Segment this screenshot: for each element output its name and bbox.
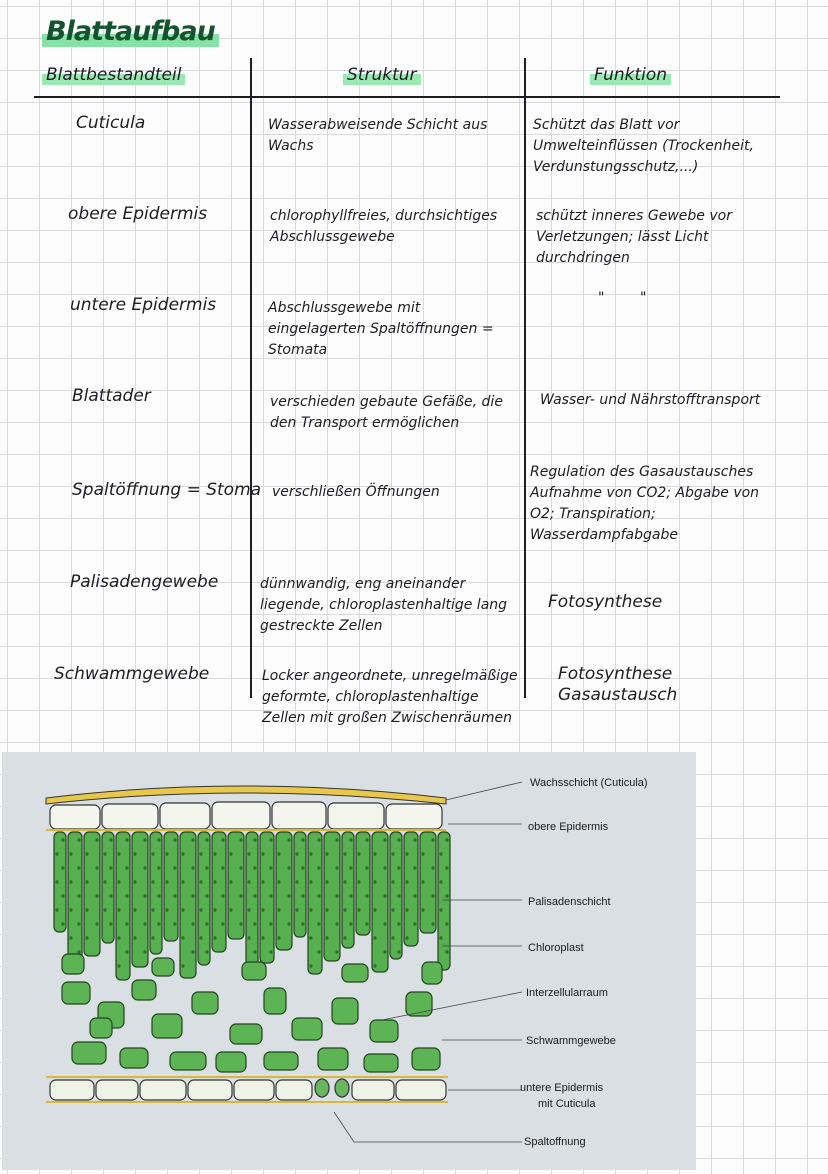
chloroplast (103, 908, 106, 911)
spongy-cell (264, 1052, 298, 1070)
chloroplast (335, 894, 338, 897)
chloroplast (391, 880, 394, 883)
chloroplast (181, 908, 184, 911)
chloroplast (55, 880, 58, 883)
column-divider-2 (524, 58, 526, 698)
palisade-cell (260, 832, 274, 963)
chloroplast (173, 894, 176, 897)
chloroplast (199, 908, 202, 911)
chloroplast (277, 936, 280, 939)
chloroplast (229, 880, 232, 883)
chloroplast (317, 838, 320, 841)
chloroplast (181, 852, 184, 855)
chloroplast (431, 866, 434, 869)
spongy-cell (342, 964, 368, 982)
chloroplast (181, 936, 184, 939)
header-funktion: Funktion (590, 65, 671, 85)
chloroplast (253, 866, 256, 869)
cuticula-layer (46, 786, 446, 804)
chloroplast (261, 936, 264, 939)
chloroplast (405, 936, 408, 939)
chloroplast (373, 908, 376, 911)
chloroplast (85, 880, 88, 883)
chloroplast (61, 894, 64, 897)
chloroplast (301, 838, 304, 841)
chloroplast (125, 838, 128, 841)
chloroplast (365, 894, 368, 897)
chloroplast (69, 936, 72, 939)
chloroplast (213, 880, 216, 883)
label-palisadenschicht: Palisadenschicht (528, 896, 611, 908)
chloroplast (373, 852, 376, 855)
spongy-cell (192, 992, 218, 1014)
chloroplast (117, 852, 120, 855)
chloroplast (439, 852, 442, 855)
spongy-cell (230, 1024, 262, 1044)
chloroplast (181, 964, 184, 967)
chloroplast (269, 894, 272, 897)
palisade-cell (212, 832, 226, 952)
chloroplast (191, 922, 194, 925)
chloroplast (325, 880, 328, 883)
chloroplast (253, 950, 256, 953)
chloroplast (85, 908, 88, 911)
chloroplast (247, 936, 250, 939)
spongy-cell (152, 958, 174, 976)
chloroplast (397, 922, 400, 925)
chloroplast (61, 922, 64, 925)
chloroplast (95, 894, 98, 897)
spongy-cell (364, 1054, 398, 1072)
chloroplast (157, 866, 160, 869)
chloroplast (253, 838, 256, 841)
spongy-cell (370, 1020, 398, 1042)
chloroplast (349, 838, 352, 841)
chloroplast (125, 866, 128, 869)
chloroplast (239, 894, 242, 897)
label-schwammgewebe: Schwammgewebe (526, 1035, 616, 1047)
chloroplast (391, 852, 394, 855)
chloroplast (117, 936, 120, 939)
cell-funktion: Regulation des Gasaustausches Aufnahme von CO2; Abgabe von O2; Transpiration; Wasserdampfabgabe (530, 464, 760, 543)
column-divider-1 (250, 58, 252, 698)
chloroplast (287, 866, 290, 869)
chloroplast (199, 852, 202, 855)
palisade-cell (276, 832, 292, 950)
chloroplast (413, 894, 416, 897)
chloroplast (309, 936, 312, 939)
palisade-cell (438, 832, 450, 970)
cell-struktur: dünnwandig, eng aneinander liegende, chloroplastenhaltige lang gestreckte Zellen (260, 576, 508, 634)
label-obere-epidermis: obere Epidermis (528, 821, 609, 833)
chloroplast (365, 866, 368, 869)
label-mit-cuticula: mit Cuticula (538, 1098, 596, 1110)
chloroplast (69, 852, 72, 855)
chloroplast (269, 866, 272, 869)
chloroplast (143, 866, 146, 869)
chloroplast (309, 880, 312, 883)
chloroplast (151, 880, 154, 883)
spongy-cell (242, 962, 266, 980)
chloroplast (301, 894, 304, 897)
chloroplast (117, 880, 120, 883)
chloroplast (269, 838, 272, 841)
spongy-cell (422, 962, 442, 984)
palisade-cell (150, 832, 162, 954)
chloroplast (413, 922, 416, 925)
spongy-cell (216, 1052, 246, 1072)
chloroplast (125, 894, 128, 897)
chloroplast (157, 838, 160, 841)
chloroplast (365, 922, 368, 925)
cell-funktion: Wasser- und Nährstofftransport (540, 392, 761, 408)
cell-struktur: verschließen Öffnungen (272, 484, 440, 500)
spongy-cell (332, 998, 358, 1024)
chloroplast (109, 838, 112, 841)
chloroplast (295, 908, 298, 911)
chloroplast (61, 866, 64, 869)
chloroplast (301, 922, 304, 925)
chloroplast (173, 838, 176, 841)
palisade-cell (294, 832, 306, 937)
chloroplast (117, 908, 120, 911)
spongy-cell (170, 1052, 206, 1070)
chloroplast (343, 880, 346, 883)
chloroplast (199, 936, 202, 939)
chloroplast (191, 838, 194, 841)
cell-struktur: chlorophyllfreies, durchsichtiges Abschlussgewebe (270, 208, 498, 245)
header-blattbestandteil: Blattbestandteil (42, 65, 185, 85)
cell-teil: Cuticula (76, 113, 146, 133)
chloroplast (85, 936, 88, 939)
chloroplast (343, 852, 346, 855)
cell-struktur: Wasserabweisende Schicht aus Wachs (268, 117, 488, 154)
chloroplast (413, 866, 416, 869)
chloroplast (383, 950, 386, 953)
chloroplast (335, 950, 338, 953)
chloroplast (221, 866, 224, 869)
table-header-divider (34, 96, 780, 98)
chloroplast (343, 908, 346, 911)
cell-funktion: Fotosynthese Gasaustausch (558, 664, 678, 705)
chloroplast (325, 852, 328, 855)
chloroplast (349, 894, 352, 897)
chloroplast (325, 936, 328, 939)
chloroplast (143, 922, 146, 925)
chloroplast (143, 838, 146, 841)
chloroplast (229, 852, 232, 855)
leaf-cross-section-svg (2, 752, 696, 1170)
chloroplast (205, 894, 208, 897)
label-chloroplast: Chloroplast (528, 942, 584, 954)
chloroplast (191, 950, 194, 953)
palisade-cell (132, 832, 148, 967)
spongy-cell (412, 1048, 440, 1070)
chloroplast (205, 950, 208, 953)
label-wachsschicht: Wachsschicht (Cuticula) (530, 777, 648, 789)
chloroplast (269, 922, 272, 925)
chloroplast (239, 838, 242, 841)
chloroplast (213, 908, 216, 911)
chloroplast (205, 866, 208, 869)
chloroplast (143, 894, 146, 897)
chloroplast (165, 908, 168, 911)
chloroplast (221, 838, 224, 841)
chloroplast (191, 866, 194, 869)
chloroplast (151, 852, 154, 855)
chloroplast (349, 866, 352, 869)
chloroplast (287, 894, 290, 897)
leaf-cross-section-diagram (2, 752, 696, 1170)
chloroplast (151, 908, 154, 911)
chloroplast (439, 908, 442, 911)
chloroplast (357, 908, 360, 911)
chloroplast (143, 950, 146, 953)
chloroplast (445, 922, 448, 925)
chloroplast (261, 908, 264, 911)
chloroplast (439, 880, 442, 883)
chloroplast (199, 880, 202, 883)
chloroplast (373, 880, 376, 883)
chloroplast (431, 922, 434, 925)
chloroplast (221, 894, 224, 897)
palisade-cell (198, 832, 210, 965)
chloroplast (391, 908, 394, 911)
chloroplast (133, 908, 136, 911)
label-untere-epidermis: untere Epidermis (520, 1082, 604, 1094)
chloroplast (133, 852, 136, 855)
spongy-cell (318, 1048, 348, 1070)
chloroplast (301, 866, 304, 869)
chloroplast (397, 866, 400, 869)
cell-teil: Blattader (72, 386, 151, 406)
chloroplast (247, 852, 250, 855)
chloroplast (95, 922, 98, 925)
cell-teil: untere Epidermis (70, 295, 217, 315)
chloroplast (317, 866, 320, 869)
chloroplast (397, 838, 400, 841)
chloroplast (247, 908, 250, 911)
chloroplast (405, 852, 408, 855)
lower-epidermis (50, 1079, 446, 1100)
chloroplast (335, 866, 338, 869)
palisade-layer (54, 832, 450, 980)
chloroplast (287, 838, 290, 841)
chloroplast (77, 922, 80, 925)
cell-teil: Palisadengewebe (70, 572, 219, 592)
chloroplast (239, 866, 242, 869)
chloroplast (125, 950, 128, 953)
chloroplast (397, 894, 400, 897)
spongy-cell (264, 988, 286, 1014)
chloroplast (335, 838, 338, 841)
label-interzellularraum: Interzellularraum (526, 987, 608, 999)
spongy-cell (62, 982, 90, 1004)
header-struktur: Struktur (343, 65, 421, 85)
cell-funktion: " " (598, 290, 647, 306)
chloroplast (445, 838, 448, 841)
chloroplast (405, 880, 408, 883)
cell-teil: Spaltöffnung = Stoma (72, 480, 262, 500)
palisade-cell (102, 832, 114, 943)
chloroplast (95, 838, 98, 841)
spongy-cell (132, 980, 156, 1000)
chloroplast (69, 880, 72, 883)
palisade-cell (356, 832, 370, 935)
chloroplast (413, 838, 416, 841)
chloroplast (397, 950, 400, 953)
chloroplast (253, 922, 256, 925)
cell-teil: obere Epidermis (68, 204, 208, 224)
chloroplast (261, 880, 264, 883)
chloroplast (61, 838, 64, 841)
chloroplast (239, 922, 242, 925)
chloroplast (205, 922, 208, 925)
palisade-cell (342, 832, 354, 948)
chloroplast (325, 908, 328, 911)
chloroplast (85, 852, 88, 855)
chloroplast (277, 908, 280, 911)
chloroplast (173, 922, 176, 925)
chloroplast (77, 838, 80, 841)
chloroplast (133, 880, 136, 883)
chloroplast (383, 894, 386, 897)
chloroplast (173, 866, 176, 869)
cell-struktur: verschieden gebaute Gefäße, die den Transport ermöglichen (270, 394, 503, 431)
chloroplast (421, 908, 424, 911)
cell-funktion: Schützt das Blatt vor Umwelteinflüssen (Trockenheit, Verdunstungsschutz,...) (533, 117, 754, 175)
chloroplast (109, 866, 112, 869)
chloroplast (181, 880, 184, 883)
chloroplast (309, 964, 312, 967)
chloroplast (295, 852, 298, 855)
chloroplast (77, 894, 80, 897)
chloroplast (157, 894, 160, 897)
chloroplast (103, 852, 106, 855)
chloroplast (405, 908, 408, 911)
chloroplast (133, 936, 136, 939)
chloroplast (151, 936, 154, 939)
chloroplast (383, 838, 386, 841)
chloroplast (391, 936, 394, 939)
chloroplast (383, 922, 386, 925)
chloroplast (383, 866, 386, 869)
chloroplast (431, 894, 434, 897)
chloroplast (357, 852, 360, 855)
chloroplast (253, 894, 256, 897)
upper-epidermis (50, 802, 442, 829)
chloroplast (445, 866, 448, 869)
chloroplast (439, 936, 442, 939)
spongy-cell (62, 954, 84, 974)
chloroplast (309, 852, 312, 855)
chloroplast (421, 852, 424, 855)
chloroplast (213, 852, 216, 855)
chloroplast (277, 880, 280, 883)
spongy-cell (152, 1014, 182, 1038)
chloroplast (213, 936, 216, 939)
chloroplast (77, 950, 80, 953)
cell-funktion: Fotosynthese (548, 592, 663, 612)
chloroplast (287, 922, 290, 925)
chloroplast (247, 880, 250, 883)
chloroplast (309, 908, 312, 911)
page-title: Blattaufbau (42, 16, 219, 47)
chloroplast (445, 950, 448, 953)
palisade-cell (68, 832, 82, 969)
chloroplast (191, 894, 194, 897)
chloroplast (431, 838, 434, 841)
spongy-cell (292, 1018, 322, 1040)
chloroplast (373, 936, 376, 939)
chloroplast (221, 922, 224, 925)
chloroplast (295, 880, 298, 883)
chloroplast (349, 922, 352, 925)
cell-struktur: Locker angeordnete, unregelmäßige geformte, chloroplastenhaltige Zellen mit großen Zwischenräumen (262, 668, 518, 726)
chloroplast (55, 908, 58, 911)
spongy-cell (90, 1018, 112, 1038)
chloroplast (277, 852, 280, 855)
spongy-cell (120, 1048, 148, 1068)
chloroplast (343, 936, 346, 939)
chloroplast (205, 838, 208, 841)
label-spaltoffnung: Spaltoffnung (524, 1136, 586, 1148)
chloroplast (317, 894, 320, 897)
chloroplast (125, 922, 128, 925)
cell-funktion: schützt inneres Gewebe vor Verletzungen; lässt Licht durchdringen (536, 208, 732, 266)
chloroplast (55, 852, 58, 855)
chloroplast (421, 880, 424, 883)
palisade-cell (404, 832, 418, 946)
chloroplast (317, 950, 320, 953)
chloroplast (317, 922, 320, 925)
chloroplast (117, 964, 120, 967)
chloroplast (373, 964, 376, 967)
chloroplast (109, 922, 112, 925)
chloroplast (157, 922, 160, 925)
chloroplast (109, 894, 112, 897)
chloroplast (77, 866, 80, 869)
chloroplast (95, 866, 98, 869)
chloroplast (103, 880, 106, 883)
chloroplast (165, 852, 168, 855)
cell-teil: Schwammgewebe (54, 664, 210, 684)
chloroplast (445, 894, 448, 897)
chloroplast (365, 838, 368, 841)
chloroplast (69, 908, 72, 911)
chloroplast (269, 950, 272, 953)
spongy-cell (72, 1042, 106, 1064)
chloroplast (165, 880, 168, 883)
chloroplast (335, 922, 338, 925)
cell-struktur: Abschlussgewebe mit eingelagerten Spaltöffnungen = Stomata (268, 300, 494, 358)
chloroplast (261, 852, 264, 855)
chloroplast (357, 880, 360, 883)
chloroplast (229, 908, 232, 911)
